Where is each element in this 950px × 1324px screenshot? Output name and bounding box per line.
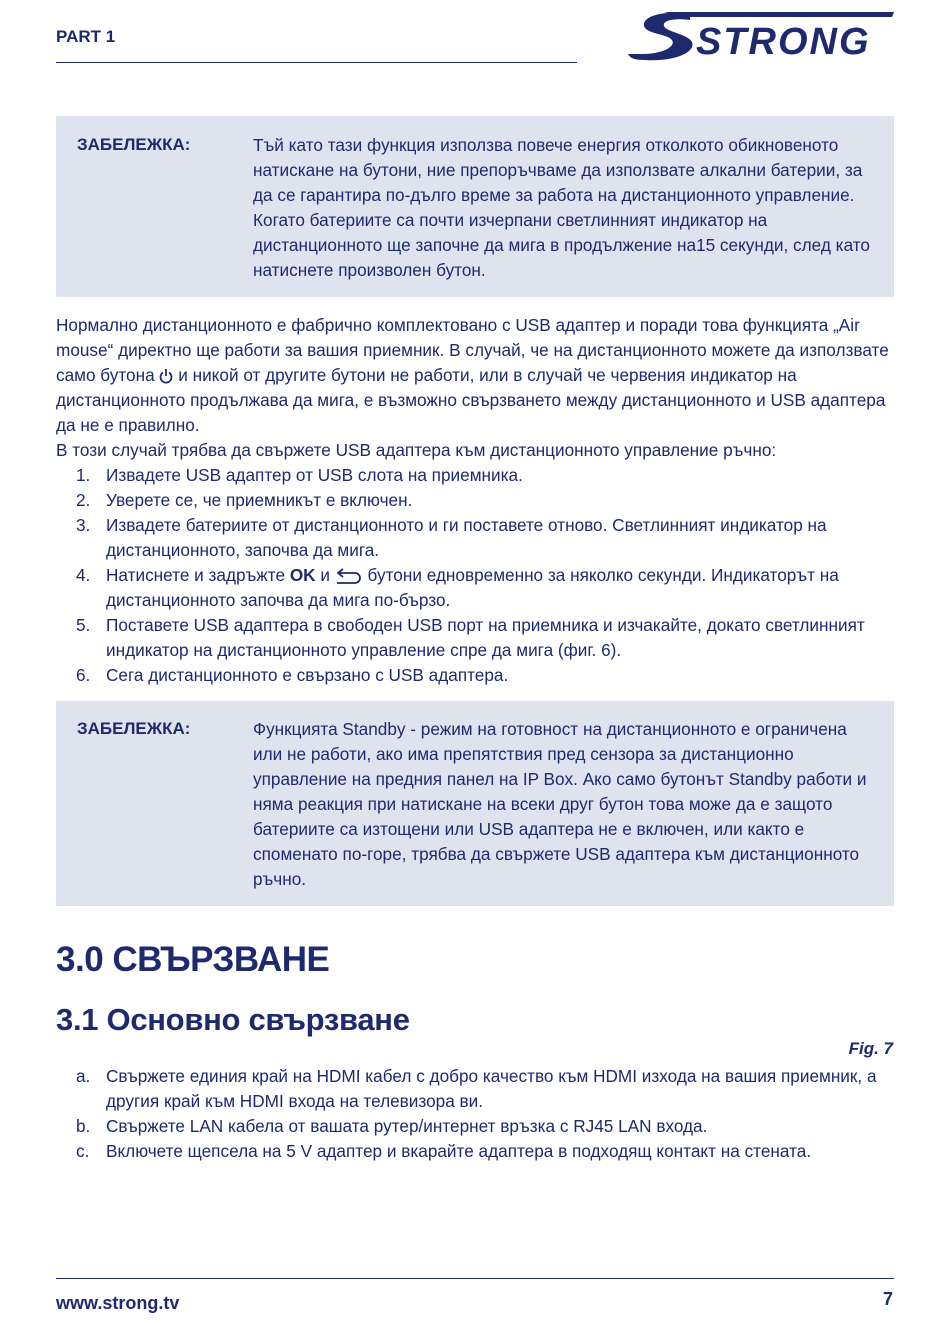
- part-label: PART 1: [56, 27, 116, 46]
- page-number: 7: [882, 1289, 893, 1309]
- list-item: 5. Поставете USB адаптера в свободен USB порт на приемника и изчакайте, докато светлинният индикатор на дистанционното управление спре да мига (фиг. 6).: [76, 615, 865, 660]
- pairing-steps-list: [56, 463, 896, 688]
- paragraph-intro-part1: Нормално дистанционното е фабрично комплектовано с USB адаптер и поради това функцията „Air mouse“ директно ще работи за вашия приемник. В случай, че на дистанционното можете да използвате само бутона: [56, 315, 889, 385]
- list-item: 1. Извадете USB адаптер от USB слота на приемника.: [76, 465, 523, 485]
- note-box-1: [56, 116, 894, 297]
- note-text: Тъй като тази функция използва повече енергия отколкото обикновеното натискане на бутони, ние препоръчваме да използвате алкални батерии, за да се гарантира по-дълго време за работа на дистанционното управление. Когато батериите са почти изчерпани светлинният индикатор на дистанционното ще започне да мига в продължение на15 секунди, след като натиснете произволен бутон.: [253, 135, 870, 280]
- header-divider: [56, 62, 577, 63]
- list-item: 3. Извадете батериите от дистанционното и ги поставете отново. Светлинният индикатор на дистанционното, започва да мига.: [76, 515, 827, 560]
- note-box-2: [56, 701, 894, 906]
- ok-key-label: OK: [289, 565, 316, 585]
- list-item: c. Включете щепсела на 5 V адаптер и вкарайте адаптера в подходящ контакт на стената.: [76, 1141, 812, 1161]
- note-label: ЗАБЕЛЕЖКА:: [77, 135, 191, 154]
- section-title: 3.0 СВЪРЗВАНЕ: [56, 940, 330, 979]
- paragraph-intro: [56, 313, 896, 438]
- list-item: 6. Сега дистанционното е свързано с USB адаптера.: [76, 665, 509, 685]
- paragraph-manual: В този случай трябва да свържете USB адаптера към дистанционното управление ръчно:: [56, 440, 777, 460]
- list-item: 2. Уверете се, че приемникът е включен.: [76, 490, 413, 510]
- list-item: a. Свържете единия край на HDMI кабел с добро качество към HDMI изхода на вашия приемник, а другия край към HDMI входа на телевизора ви.: [76, 1066, 877, 1111]
- list-item: b. Свържете LAN кабела от вашата рутер/интернет връзка с RJ45 LAN входа.: [76, 1116, 708, 1136]
- figure-label: Fig. 7: [848, 1039, 893, 1058]
- power-icon: [159, 368, 173, 384]
- note-label: ЗАБЕЛЕЖКА:: [77, 719, 191, 738]
- paragraph-intro-part2: и никой от другите бутони не работи, или в случай че червения индикатор на дистанционното продължава да мига, е възможно свързването между дистанционното и USB адаптера да не е правилно.: [56, 365, 886, 435]
- strong-logo: [624, 6, 898, 66]
- subsection-title: 3.1 Основно свързване: [56, 1002, 410, 1037]
- brand-text: STRONG: [696, 21, 871, 63]
- note-text: Функцията Standby - режим на готовност на дистанционното е ограничена или не работи, ако има препятствия пред сензора за дистанционно управление на предния панел на IP Box. Ако само бутонът Standby работи и няма реакция при натискане на всеки друг бутон това може да е защото батериите са изтощени или USB адаптера не е включен, или както е споменато по-горе, трябва да свържете USB адаптера към дистанционното ръчно.: [253, 719, 867, 889]
- connection-steps-list: [56, 1064, 896, 1164]
- back-arrow-icon: [335, 566, 363, 584]
- footer-url: www.strong.tv: [56, 1293, 180, 1313]
- footer-divider: [56, 1278, 894, 1279]
- list-item: 4. Натиснете и задръжте OK и бутони едновременно за няколко секунди. Индикаторът на дистанционното започва да мига по-бързо.: [76, 565, 839, 610]
